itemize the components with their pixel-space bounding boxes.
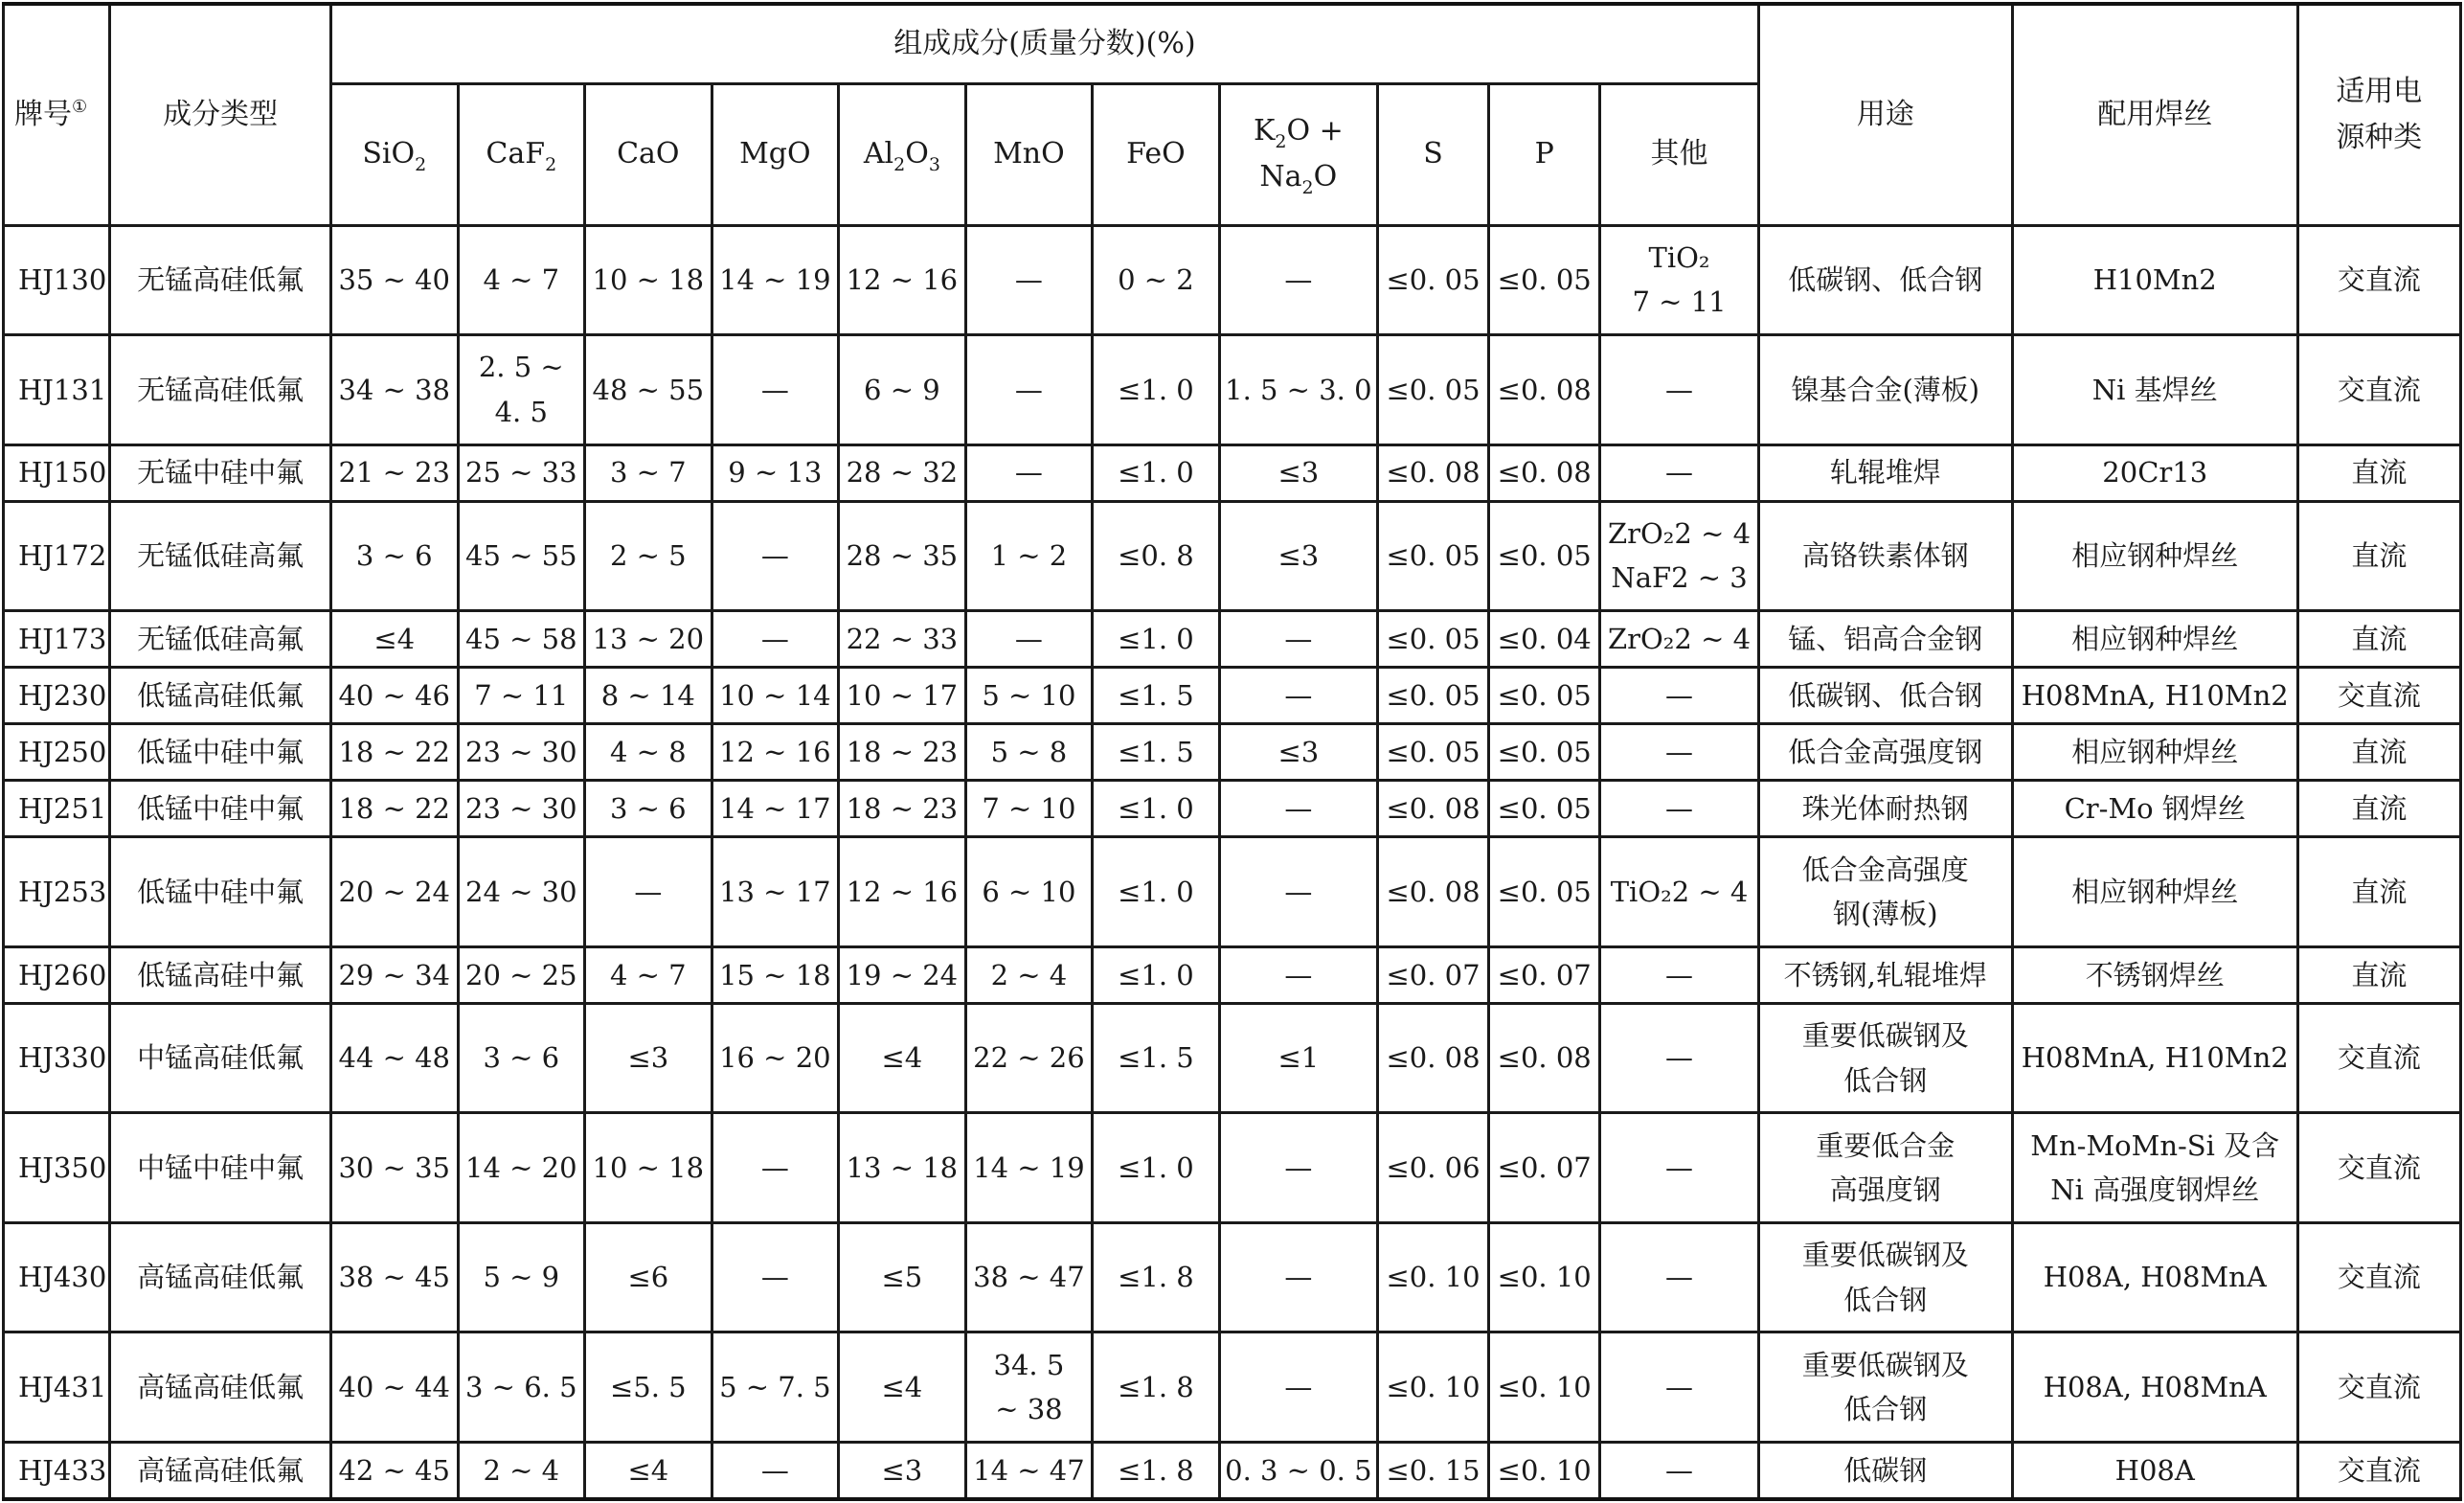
cell-p: ≤0. 10 bbox=[1489, 1442, 1600, 1499]
header-mgo: MgO bbox=[712, 83, 839, 225]
cell-usage: 高铬铁素体钢 bbox=[1758, 501, 2012, 611]
cell-power: 交直流 bbox=[2297, 1332, 2460, 1443]
cell-feo: ≤1. 8 bbox=[1093, 1332, 1220, 1443]
cell-feo: ≤1. 0 bbox=[1093, 781, 1220, 837]
cell-caf2: 5 ~ 9 bbox=[458, 1222, 585, 1332]
cell-feo: ≤1. 0 bbox=[1093, 837, 1220, 947]
cell-usage: 珠光体耐热钢 bbox=[1758, 781, 2012, 837]
cell-mgo: — bbox=[712, 1222, 839, 1332]
cell-grade: HJ431 bbox=[4, 1332, 110, 1443]
cell-wire: H10Mn2 bbox=[2012, 225, 2297, 335]
cell-usage: 低合金高强度钢 bbox=[1758, 724, 2012, 781]
header-wire: 配用焊丝 bbox=[2012, 4, 2297, 225]
cell-al2o3: 19 ~ 24 bbox=[839, 946, 966, 1003]
cell-mgo: — bbox=[712, 611, 839, 668]
cell-cao: — bbox=[585, 837, 712, 947]
cell-wire: Cr-Mo 钢焊丝 bbox=[2012, 781, 2297, 837]
cell-cao: 48 ~ 55 bbox=[585, 335, 712, 445]
cell-al2o3: 28 ~ 32 bbox=[839, 444, 966, 501]
table-row bbox=[4, 335, 2461, 445]
cell-p: ≤0. 08 bbox=[1489, 444, 1600, 501]
cell-mgo: 10 ~ 14 bbox=[712, 668, 839, 724]
header-type: 成分类型 bbox=[110, 4, 331, 225]
cell-mgo: 15 ~ 18 bbox=[712, 946, 839, 1003]
cell-cao: 4 ~ 8 bbox=[585, 724, 712, 781]
cell-s: ≤0. 10 bbox=[1377, 1332, 1488, 1443]
cell-wire: 相应钢种焊丝 bbox=[2012, 837, 2297, 947]
cell-other: TiO₂2 ~ 4 bbox=[1600, 837, 1758, 947]
cell-mno: 5 ~ 10 bbox=[965, 668, 1093, 724]
cell-k2o-na2o: — bbox=[1219, 837, 1377, 947]
cell-feo: ≤1. 0 bbox=[1093, 946, 1220, 1003]
cell-cao: 4 ~ 7 bbox=[585, 946, 712, 1003]
cell-s: ≤0. 05 bbox=[1377, 501, 1488, 611]
cell-wire: 相应钢种焊丝 bbox=[2012, 501, 2297, 611]
cell-wire: Mn-MoMn-Si 及含 Ni 高强度钢焊丝 bbox=[2012, 1113, 2297, 1223]
cell-caf2: 24 ~ 30 bbox=[458, 837, 585, 947]
cell-caf2: 2. 5 ~ 4. 5 bbox=[458, 335, 585, 445]
header-al2o3: $Al_2O_3$ bbox=[839, 83, 966, 225]
cell-power: 交直流 bbox=[2297, 335, 2460, 445]
header-feo: FeO bbox=[1093, 83, 1220, 225]
cell-power: 直流 bbox=[2297, 946, 2460, 1003]
cell-type: 无锰中硅中氟 bbox=[110, 444, 331, 501]
table-row bbox=[4, 946, 2461, 1003]
cell-k2o-na2o: — bbox=[1219, 946, 1377, 1003]
header-caf2: CaF$_2$ bbox=[458, 83, 585, 225]
cell-caf2: 45 ~ 58 bbox=[458, 611, 585, 668]
cell-type: 无锰高硅低氟 bbox=[110, 335, 331, 445]
cell-type: 高锰高硅低氟 bbox=[110, 1442, 331, 1499]
cell-k2o-na2o: — bbox=[1219, 1113, 1377, 1223]
cell-p: ≤0. 05 bbox=[1489, 837, 1600, 947]
cell-other: — bbox=[1600, 1442, 1758, 1499]
cell-al2o3: 18 ~ 23 bbox=[839, 781, 966, 837]
header-k2o-na2o: $K_2O$ + $Na_2O$ bbox=[1219, 83, 1377, 225]
table-row bbox=[4, 1332, 2461, 1443]
cell-mgo: 5 ~ 7. 5 bbox=[712, 1332, 839, 1443]
cell-type: 无锰低硅高氟 bbox=[110, 501, 331, 611]
header-power: 适用电 源种类 bbox=[2297, 4, 2460, 225]
header-cao: CaO bbox=[585, 83, 712, 225]
cell-k2o-na2o: — bbox=[1219, 611, 1377, 668]
cell-mno: 38 ~ 47 bbox=[965, 1222, 1093, 1332]
cell-grade: HJ251 bbox=[4, 781, 110, 837]
cell-wire: H08MnA, H10Mn2 bbox=[2012, 1003, 2297, 1113]
cell-mno: 14 ~ 47 bbox=[965, 1442, 1093, 1499]
cell-al2o3: ≤4 bbox=[839, 1332, 966, 1443]
cell-wire: H08A bbox=[2012, 1442, 2297, 1499]
cell-sio2: 42 ~ 45 bbox=[330, 1442, 458, 1499]
cell-al2o3: 12 ~ 16 bbox=[839, 837, 966, 947]
cell-p: ≤0. 05 bbox=[1489, 668, 1600, 724]
cell-cao: 10 ~ 18 bbox=[585, 1113, 712, 1223]
cell-sio2: ≤4 bbox=[330, 611, 458, 668]
cell-feo: ≤1. 0 bbox=[1093, 1113, 1220, 1223]
cell-s: ≤0. 08 bbox=[1377, 781, 1488, 837]
cell-other: — bbox=[1600, 724, 1758, 781]
cell-wire: 20Cr13 bbox=[2012, 444, 2297, 501]
cell-sio2: 35 ~ 40 bbox=[330, 225, 458, 335]
cell-caf2: 25 ~ 33 bbox=[458, 444, 585, 501]
cell-al2o3: 18 ~ 23 bbox=[839, 724, 966, 781]
cell-type: 低锰高硅低氟 bbox=[110, 668, 331, 724]
cell-wire: H08A, H08MnA bbox=[2012, 1332, 2297, 1443]
cell-mgo: 13 ~ 17 bbox=[712, 837, 839, 947]
cell-s: ≤0. 05 bbox=[1377, 335, 1488, 445]
header-sio2: SiO$_2$ bbox=[330, 83, 458, 225]
cell-usage: 不锈钢,轧辊堆焊 bbox=[1758, 946, 2012, 1003]
cell-caf2: 2 ~ 4 bbox=[458, 1442, 585, 1499]
cell-grade: HJ260 bbox=[4, 946, 110, 1003]
cell-type: 低锰高硅中氟 bbox=[110, 946, 331, 1003]
cell-feo: ≤1. 5 bbox=[1093, 668, 1220, 724]
cell-caf2: 23 ~ 30 bbox=[458, 781, 585, 837]
cell-grade: HJ130 bbox=[4, 225, 110, 335]
cell-mno: 1 ~ 2 bbox=[965, 501, 1093, 611]
cell-al2o3: ≤3 bbox=[839, 1442, 966, 1499]
cell-grade: HJ253 bbox=[4, 837, 110, 947]
table-body bbox=[4, 225, 2461, 1499]
cell-cao: 13 ~ 20 bbox=[585, 611, 712, 668]
cell-other: TiO₂ 7 ~ 11 bbox=[1600, 225, 1758, 335]
cell-al2o3: 10 ~ 17 bbox=[839, 668, 966, 724]
cell-sio2: 21 ~ 23 bbox=[330, 444, 458, 501]
cell-other: — bbox=[1600, 946, 1758, 1003]
cell-cao: 8 ~ 14 bbox=[585, 668, 712, 724]
cell-s: ≤0. 15 bbox=[1377, 1442, 1488, 1499]
cell-type: 高锰高硅低氟 bbox=[110, 1332, 331, 1443]
cell-other: — bbox=[1600, 444, 1758, 501]
cell-k2o-na2o: ≤3 bbox=[1219, 501, 1377, 611]
cell-cao: ≤4 bbox=[585, 1442, 712, 1499]
cell-cao: 3 ~ 6 bbox=[585, 781, 712, 837]
cell-type: 低锰中硅中氟 bbox=[110, 724, 331, 781]
cell-wire: 相应钢种焊丝 bbox=[2012, 611, 2297, 668]
cell-mgo: 16 ~ 20 bbox=[712, 1003, 839, 1113]
cell-feo: ≤1. 5 bbox=[1093, 1003, 1220, 1113]
cell-s: ≤0. 05 bbox=[1377, 225, 1488, 335]
cell-s: ≤0. 08 bbox=[1377, 1003, 1488, 1113]
cell-cao: 10 ~ 18 bbox=[585, 225, 712, 335]
cell-type: 中锰中硅中氟 bbox=[110, 1113, 331, 1223]
header-mno: MnO bbox=[965, 83, 1093, 225]
cell-sio2: 29 ~ 34 bbox=[330, 946, 458, 1003]
cell-mgo: 14 ~ 17 bbox=[712, 781, 839, 837]
cell-usage: 轧辊堆焊 bbox=[1758, 444, 2012, 501]
cell-k2o-na2o: — bbox=[1219, 225, 1377, 335]
cell-type: 无锰低硅高氟 bbox=[110, 611, 331, 668]
cell-wire: 不锈钢焊丝 bbox=[2012, 946, 2297, 1003]
cell-mgo: — bbox=[712, 1442, 839, 1499]
cell-grade: HJ430 bbox=[4, 1222, 110, 1332]
cell-usage: 低合金高强度 钢(薄板) bbox=[1758, 837, 2012, 947]
cell-s: ≤0. 07 bbox=[1377, 946, 1488, 1003]
table-row bbox=[4, 1222, 2461, 1332]
cell-mno: 14 ~ 19 bbox=[965, 1113, 1093, 1223]
cell-p: ≤0. 07 bbox=[1489, 1113, 1600, 1223]
cell-mno: — bbox=[965, 444, 1093, 501]
cell-wire: H08MnA, H10Mn2 bbox=[2012, 668, 2297, 724]
cell-mno: — bbox=[965, 611, 1093, 668]
cell-k2o-na2o: — bbox=[1219, 1222, 1377, 1332]
table-row bbox=[4, 1442, 2461, 1499]
cell-cao: ≤6 bbox=[585, 1222, 712, 1332]
cell-caf2: 4 ~ 7 bbox=[458, 225, 585, 335]
table-row bbox=[4, 611, 2461, 668]
cell-power: 直流 bbox=[2297, 501, 2460, 611]
cell-power: 直流 bbox=[2297, 781, 2460, 837]
cell-wire: Ni 基焊丝 bbox=[2012, 335, 2297, 445]
cell-p: ≤0. 05 bbox=[1489, 501, 1600, 611]
cell-p: ≤0. 10 bbox=[1489, 1332, 1600, 1443]
cell-mgo: — bbox=[712, 335, 839, 445]
cell-al2o3: 6 ~ 9 bbox=[839, 335, 966, 445]
cell-cao: ≤3 bbox=[585, 1003, 712, 1113]
table-row bbox=[4, 501, 2461, 611]
cell-al2o3: 28 ~ 35 bbox=[839, 501, 966, 611]
cell-power: 直流 bbox=[2297, 837, 2460, 947]
cell-mno: 34. 5 ~ 38 bbox=[965, 1332, 1093, 1443]
cell-p: ≤0. 08 bbox=[1489, 1003, 1600, 1113]
cell-k2o-na2o: ≤1 bbox=[1219, 1003, 1377, 1113]
cell-caf2: 23 ~ 30 bbox=[458, 724, 585, 781]
cell-mno: — bbox=[965, 225, 1093, 335]
cell-k2o-na2o: — bbox=[1219, 781, 1377, 837]
table-row bbox=[4, 1003, 2461, 1113]
table-header bbox=[4, 4, 2461, 225]
cell-type: 低锰中硅中氟 bbox=[110, 781, 331, 837]
cell-power: 交直流 bbox=[2297, 668, 2460, 724]
cell-power: 交直流 bbox=[2297, 1003, 2460, 1113]
cell-cao: ≤5. 5 bbox=[585, 1332, 712, 1443]
cell-grade: HJ250 bbox=[4, 724, 110, 781]
cell-caf2: 3 ~ 6 bbox=[458, 1003, 585, 1113]
cell-cao: 3 ~ 7 bbox=[585, 444, 712, 501]
table-row bbox=[4, 724, 2461, 781]
cell-other: — bbox=[1600, 1332, 1758, 1443]
cell-power: 交直流 bbox=[2297, 1442, 2460, 1499]
cell-other: ZrO₂2 ~ 4 NaF2 ~ 3 bbox=[1600, 501, 1758, 611]
cell-feo: ≤1. 0 bbox=[1093, 444, 1220, 501]
cell-s: ≤0. 05 bbox=[1377, 668, 1488, 724]
cell-p: ≤0. 07 bbox=[1489, 946, 1600, 1003]
cell-usage: 重要低碳钢及 低合钢 bbox=[1758, 1003, 2012, 1113]
cell-p: ≤0. 10 bbox=[1489, 1222, 1600, 1332]
cell-feo: ≤0. 8 bbox=[1093, 501, 1220, 611]
cell-s: ≤0. 05 bbox=[1377, 611, 1488, 668]
cell-k2o-na2o: 1. 5 ~ 3. 0 bbox=[1219, 335, 1377, 445]
cell-s: ≤0. 06 bbox=[1377, 1113, 1488, 1223]
cell-other: — bbox=[1600, 668, 1758, 724]
cell-cao: 2 ~ 5 bbox=[585, 501, 712, 611]
cell-power: 交直流 bbox=[2297, 225, 2460, 335]
header-grade: 牌号① bbox=[4, 4, 110, 225]
cell-sio2: 40 ~ 46 bbox=[330, 668, 458, 724]
cell-caf2: 20 ~ 25 bbox=[458, 946, 585, 1003]
cell-power: 交直流 bbox=[2297, 1113, 2460, 1223]
cell-k2o-na2o: ≤3 bbox=[1219, 444, 1377, 501]
cell-usage: 低碳钢、低合钢 bbox=[1758, 668, 2012, 724]
cell-sio2: 44 ~ 48 bbox=[330, 1003, 458, 1113]
cell-grade: HJ230 bbox=[4, 668, 110, 724]
cell-power: 直流 bbox=[2297, 444, 2460, 501]
cell-al2o3: ≤5 bbox=[839, 1222, 966, 1332]
table-row bbox=[4, 837, 2461, 947]
cell-type: 无锰高硅低氟 bbox=[110, 225, 331, 335]
cell-sio2: 3 ~ 6 bbox=[330, 501, 458, 611]
cell-al2o3: 13 ~ 18 bbox=[839, 1113, 966, 1223]
cell-wire: 相应钢种焊丝 bbox=[2012, 724, 2297, 781]
table-row bbox=[4, 1113, 2461, 1223]
cell-p: ≤0. 08 bbox=[1489, 335, 1600, 445]
cell-s: ≤0. 05 bbox=[1377, 724, 1488, 781]
cell-usage: 重要低碳钢及 低合钢 bbox=[1758, 1222, 2012, 1332]
cell-power: 直流 bbox=[2297, 724, 2460, 781]
cell-wire: H08A, H08MnA bbox=[2012, 1222, 2297, 1332]
cell-caf2: 3 ~ 6. 5 bbox=[458, 1332, 585, 1443]
header-composition-group: 组成成分(质量分数)(%) bbox=[330, 4, 1758, 83]
cell-other: — bbox=[1600, 781, 1758, 837]
cell-al2o3: 22 ~ 33 bbox=[839, 611, 966, 668]
table-row bbox=[4, 781, 2461, 837]
cell-s: ≤0. 08 bbox=[1377, 444, 1488, 501]
cell-other: — bbox=[1600, 1003, 1758, 1113]
flux-composition-table bbox=[2, 2, 2462, 1501]
cell-al2o3: 12 ~ 16 bbox=[839, 225, 966, 335]
cell-feo: 0 ~ 2 bbox=[1093, 225, 1220, 335]
cell-mno: 5 ~ 8 bbox=[965, 724, 1093, 781]
cell-other: — bbox=[1600, 1113, 1758, 1223]
cell-usage: 重要低合金 高强度钢 bbox=[1758, 1113, 2012, 1223]
table-row bbox=[4, 225, 2461, 335]
cell-sio2: 30 ~ 35 bbox=[330, 1113, 458, 1223]
cell-p: ≤0. 04 bbox=[1489, 611, 1600, 668]
cell-grade: HJ173 bbox=[4, 611, 110, 668]
header-other: 其他 bbox=[1600, 83, 1758, 225]
header-s: S bbox=[1377, 83, 1488, 225]
cell-k2o-na2o: ≤3 bbox=[1219, 724, 1377, 781]
cell-sio2: 40 ~ 44 bbox=[330, 1332, 458, 1443]
cell-k2o-na2o: — bbox=[1219, 1332, 1377, 1443]
cell-caf2: 45 ~ 55 bbox=[458, 501, 585, 611]
header-p: P bbox=[1489, 83, 1600, 225]
cell-mno: 22 ~ 26 bbox=[965, 1003, 1093, 1113]
footnote-marker: ① bbox=[72, 96, 88, 117]
cell-other: — bbox=[1600, 335, 1758, 445]
cell-p: ≤0. 05 bbox=[1489, 225, 1600, 335]
cell-al2o3: ≤4 bbox=[839, 1003, 966, 1113]
cell-other: ZrO₂2 ~ 4 bbox=[1600, 611, 1758, 668]
cell-type: 高锰高硅低氟 bbox=[110, 1222, 331, 1332]
cell-mno: 6 ~ 10 bbox=[965, 837, 1093, 947]
cell-grade: HJ433 bbox=[4, 1442, 110, 1499]
cell-usage: 锰、铝高合金钢 bbox=[1758, 611, 2012, 668]
cell-p: ≤0. 05 bbox=[1489, 724, 1600, 781]
cell-s: ≤0. 10 bbox=[1377, 1222, 1488, 1332]
cell-power: 直流 bbox=[2297, 611, 2460, 668]
cell-usage: 重要低碳钢及 低合钢 bbox=[1758, 1332, 2012, 1443]
cell-type: 中锰高硅低氟 bbox=[110, 1003, 331, 1113]
table-row bbox=[4, 668, 2461, 724]
cell-grade: HJ350 bbox=[4, 1113, 110, 1223]
cell-power: 交直流 bbox=[2297, 1222, 2460, 1332]
cell-s: ≤0. 08 bbox=[1377, 837, 1488, 947]
cell-feo: ≤1. 0 bbox=[1093, 611, 1220, 668]
header-usage: 用途 bbox=[1758, 4, 2012, 225]
cell-feo: ≤1. 8 bbox=[1093, 1442, 1220, 1499]
cell-mno: 7 ~ 10 bbox=[965, 781, 1093, 837]
cell-mgo: 14 ~ 19 bbox=[712, 225, 839, 335]
cell-grade: HJ330 bbox=[4, 1003, 110, 1113]
cell-grade: HJ150 bbox=[4, 444, 110, 501]
cell-usage: 镍基合金(薄板) bbox=[1758, 335, 2012, 445]
cell-sio2: 34 ~ 38 bbox=[330, 335, 458, 445]
cell-p: ≤0. 05 bbox=[1489, 781, 1600, 837]
cell-sio2: 38 ~ 45 bbox=[330, 1222, 458, 1332]
cell-k2o-na2o: — bbox=[1219, 668, 1377, 724]
cell-type: 低锰中硅中氟 bbox=[110, 837, 331, 947]
cell-grade: HJ172 bbox=[4, 501, 110, 611]
cell-usage: 低碳钢 bbox=[1758, 1442, 2012, 1499]
cell-mno: — bbox=[965, 335, 1093, 445]
cell-grade: HJ131 bbox=[4, 335, 110, 445]
table-row bbox=[4, 444, 2461, 501]
cell-mgo: 9 ~ 13 bbox=[712, 444, 839, 501]
cell-sio2: 20 ~ 24 bbox=[330, 837, 458, 947]
cell-mno: 2 ~ 4 bbox=[965, 946, 1093, 1003]
cell-caf2: 7 ~ 11 bbox=[458, 668, 585, 724]
cell-feo: ≤1. 8 bbox=[1093, 1222, 1220, 1332]
cell-mgo: — bbox=[712, 1113, 839, 1223]
cell-mgo: 12 ~ 16 bbox=[712, 724, 839, 781]
cell-other: — bbox=[1600, 1222, 1758, 1332]
cell-k2o-na2o: 0. 3 ~ 0. 5 bbox=[1219, 1442, 1377, 1499]
cell-caf2: 14 ~ 20 bbox=[458, 1113, 585, 1223]
cell-sio2: 18 ~ 22 bbox=[330, 724, 458, 781]
cell-feo: ≤1. 5 bbox=[1093, 724, 1220, 781]
cell-sio2: 18 ~ 22 bbox=[330, 781, 458, 837]
cell-mgo: — bbox=[712, 501, 839, 611]
cell-feo: ≤1. 0 bbox=[1093, 335, 1220, 445]
cell-usage: 低碳钢、低合钢 bbox=[1758, 225, 2012, 335]
